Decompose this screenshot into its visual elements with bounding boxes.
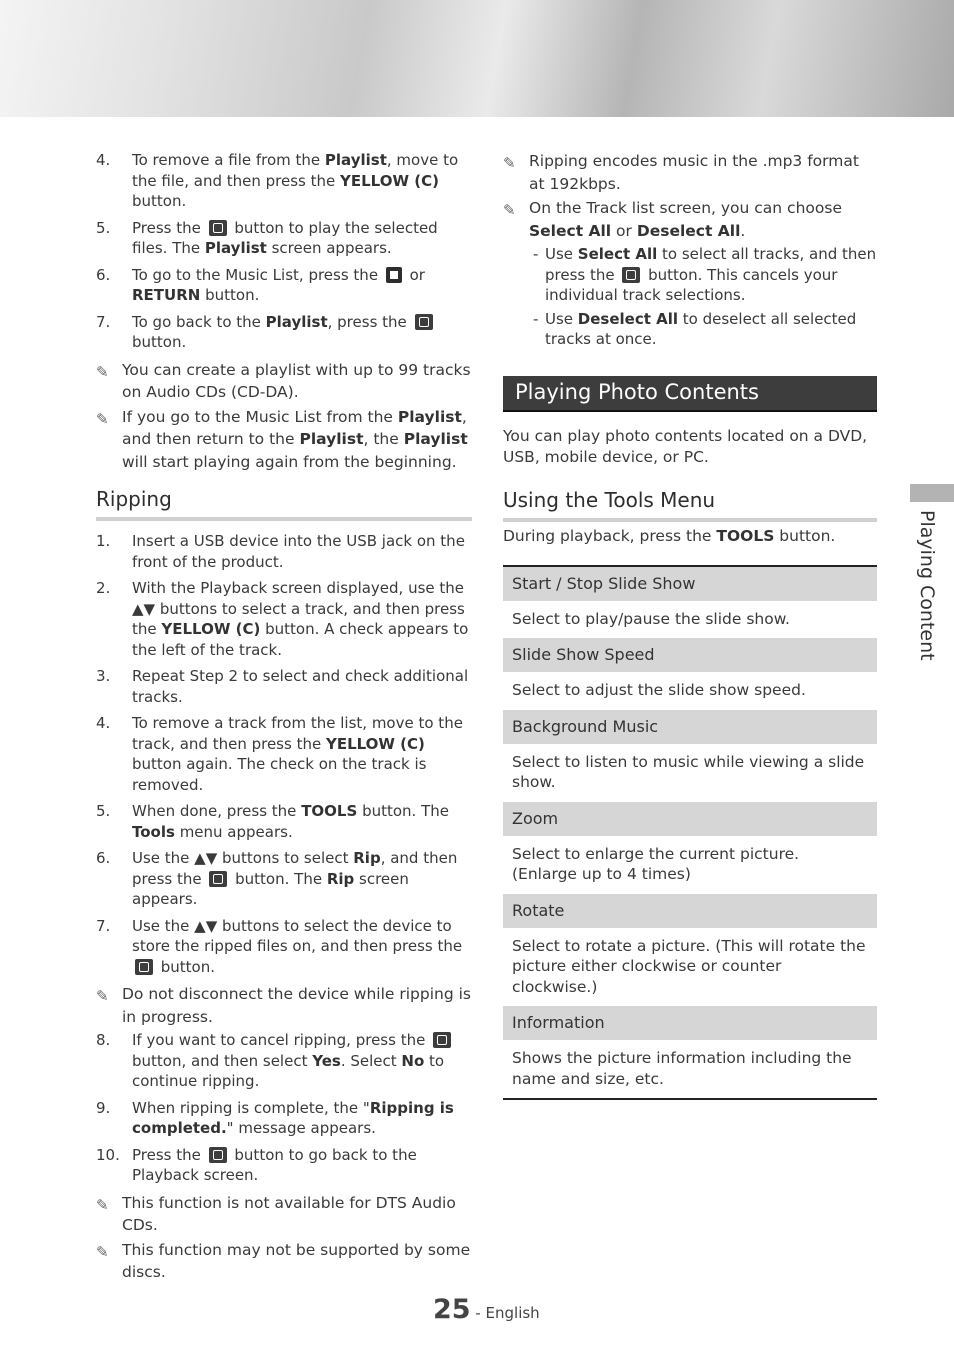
note-item	[96, 1192, 472, 1237]
pencil-note-icon: ✎	[503, 154, 516, 172]
body-text: Use the ▲▼ buttons to select	[132, 849, 354, 867]
notes-list-c	[96, 1192, 472, 1284]
enter-button-icon	[135, 959, 153, 975]
step-number: 6.	[96, 265, 111, 284]
step-number: 4.	[96, 714, 111, 732]
step-number: 4.	[96, 151, 111, 169]
page-number: 25	[433, 1294, 471, 1325]
body-text: When ripping is complete, the "	[132, 1098, 370, 1117]
list-item	[96, 312, 472, 353]
body-text: or	[404, 265, 425, 284]
body-text: to select all tracks, and then press the	[545, 245, 877, 284]
body-text: button. A check appears to the left of the track.	[132, 620, 469, 659]
header-banner	[0, 0, 954, 117]
emphasis-text: Playlist	[265, 312, 328, 331]
step-number: 7.	[96, 312, 111, 331]
body-text: To remove a file from the	[132, 151, 325, 169]
emphasis-text: YELLOW (C)	[340, 171, 439, 190]
body-text: button.	[774, 526, 836, 545]
side-tab-label	[910, 510, 938, 660]
steps-list-a	[96, 150, 472, 353]
emphasis-text: TOOLS	[716, 526, 775, 545]
sub-bullet-item	[529, 309, 877, 350]
list-item	[96, 916, 472, 978]
table-row-title: Information	[503, 1006, 877, 1040]
pencil-note-icon: ✎	[96, 409, 109, 428]
note-item	[96, 983, 472, 1028]
body-text: During playback, press the	[503, 526, 717, 545]
emphasis-text: Deselect All	[577, 309, 679, 328]
list-item	[96, 666, 472, 707]
body-text: You can create a playlist with up to 99 tracks on Audio CDs (CD-DA).	[122, 360, 471, 401]
pencil-note-icon: ✎	[503, 201, 516, 219]
body-text: " message appears.	[226, 1119, 376, 1137]
note-item	[503, 150, 877, 195]
list-item	[96, 218, 472, 259]
body-text: Use the ▲▼ buttons to select the device to store the ripped files on, and then press the	[132, 916, 463, 955]
dash-bullet: -	[533, 309, 539, 328]
body-text: button to play the selected files. The	[132, 218, 438, 257]
body-text: button.	[132, 192, 187, 210]
side-tab-text: Playing Content	[916, 510, 938, 661]
body-text: Use	[545, 245, 578, 263]
body-text: If you want to cancel ripping, press the	[132, 1031, 431, 1049]
step-number: 2.	[96, 579, 111, 597]
body-text: button, and then select	[132, 1051, 313, 1070]
list-item	[96, 1030, 472, 1092]
body-text: Insert a USB device into the USB jack on the front of the product.	[132, 532, 465, 571]
step-number: 10.	[96, 1145, 120, 1164]
body-text: button again. The check on the track is removed.	[132, 755, 427, 794]
body-text: , press the	[327, 312, 412, 331]
body-text: will start playing again from the beginning.	[122, 452, 457, 471]
list-item	[96, 578, 472, 660]
table-row-description: Select to play/pause the slide show.	[512, 609, 790, 628]
enter-button-icon	[209, 220, 227, 236]
body-text: With the Playback screen displayed, use the ▲▼ buttons to select a track, and then press the	[132, 579, 465, 638]
dash-bullet: -	[533, 245, 539, 263]
emphasis-text: Playlist	[204, 239, 267, 257]
step-number: 3.	[96, 667, 111, 685]
body-text: screen appears.	[266, 239, 392, 257]
body-text: menu appears.	[174, 822, 293, 841]
body-text: Repeat Step 2 to select and check additional tracks.	[132, 667, 469, 706]
enter-button-icon	[622, 267, 640, 283]
step-number: 8.	[96, 1031, 111, 1049]
body-text: . Select	[340, 1051, 402, 1070]
body-text: button. The	[357, 802, 449, 820]
emphasis-text: Playlist	[397, 407, 462, 426]
note-item	[96, 406, 472, 474]
note-item	[96, 359, 472, 404]
list-item	[96, 1145, 472, 1186]
pencil-note-icon: ✎	[96, 1195, 109, 1214]
body-text: To go to the Music List, press the	[132, 265, 383, 284]
body-text: To remove a track from the list, move to the track, and then press the	[132, 714, 463, 753]
body-text: button.	[200, 286, 260, 304]
note-item	[503, 197, 877, 242]
table-row-title: Zoom	[503, 802, 877, 836]
footer-language: - English	[470, 1304, 540, 1322]
list-item	[96, 1098, 472, 1139]
section-intro: You can play photo contents located on a DVD, USB, mobile device, or PC.	[503, 426, 868, 466]
notes-list-b	[96, 983, 472, 1028]
body-text: to continue ripping.	[132, 1051, 445, 1090]
enter-button-icon	[433, 1032, 451, 1048]
emphasis-text: Ripping is completed.	[132, 1098, 454, 1137]
table-row-title: Rotate	[503, 894, 877, 928]
body-text: , the	[363, 430, 404, 448]
emphasis-text: Tools	[132, 822, 175, 841]
emphasis-text: Rip	[353, 849, 381, 867]
enter-button-icon	[209, 871, 227, 887]
step-number: 5.	[96, 802, 111, 820]
body-text: Do not disconnect the device while ripping is in progress.	[122, 985, 472, 1026]
pencil-note-icon: ✎	[96, 987, 109, 1005]
sub-bullets	[503, 244, 877, 350]
emphasis-text: Playlist	[403, 430, 468, 448]
ripping-heading: Ripping	[96, 487, 472, 521]
emphasis-text: Select All	[529, 221, 612, 240]
step-number: 1.	[96, 532, 111, 550]
left-column	[96, 150, 472, 1286]
emphasis-text: TOOLS	[301, 802, 358, 820]
table-row-description: Select to listen to music while viewing a slide show.	[512, 752, 865, 791]
list-item	[96, 150, 472, 212]
side-tab-marker	[910, 484, 954, 502]
emphasis-text: Playlist	[324, 151, 387, 169]
steps-list-c	[96, 1030, 472, 1186]
table-row-description: Select to enlarge the current picture. (Enlarge up to 4 times)	[512, 844, 800, 883]
emphasis-text: Yes	[312, 1051, 341, 1070]
steps-list-b	[96, 531, 472, 977]
emphasis-text: RETURN	[132, 286, 201, 304]
pencil-note-icon: ✎	[96, 1242, 109, 1261]
body-text: Use	[545, 309, 578, 328]
body-text: When done, press the	[132, 802, 302, 820]
body-text: To go back to the	[132, 312, 266, 331]
notes-list-right	[503, 150, 877, 242]
body-text: Ripping encodes music in the .mp3 format at 192kbps.	[529, 152, 859, 193]
sub-bullet-item	[529, 244, 877, 306]
table-row-title: Start / Stop Slide Show	[503, 567, 877, 601]
step-number: 9.	[96, 1098, 111, 1117]
table-row-description: Select to rotate a picture. (This will rotate the picture either clockwise or counter clockwise.)	[512, 936, 866, 996]
stop-button-icon	[386, 267, 402, 283]
step-number: 6.	[96, 849, 111, 867]
tools-table	[503, 565, 877, 1101]
body-text: to deselect all selected tracks at once.	[545, 309, 857, 348]
body-text: This function may not be supported by some discs.	[122, 1240, 471, 1281]
list-item	[96, 265, 472, 306]
emphasis-text: Select All	[577, 245, 658, 263]
body-text: This function is not available for DTS Audio CDs.	[122, 1193, 456, 1234]
page-footer	[433, 1294, 540, 1325]
section-title: Playing Photo Contents	[503, 376, 877, 412]
body-text: On the Track list screen, you can choose	[529, 199, 842, 217]
enter-button-icon	[415, 314, 433, 330]
emphasis-text: YELLOW (C)	[161, 620, 261, 638]
body-text: .	[740, 221, 746, 240]
table-row-description: Shows the picture information including the name and size, etc.	[512, 1049, 852, 1088]
table-row-description: Select to adjust the slide show speed.	[512, 681, 806, 699]
notes-list-a	[96, 359, 472, 474]
body-text: button.	[132, 333, 187, 351]
table-row-title: Background Music	[503, 710, 877, 744]
emphasis-text: No	[401, 1051, 425, 1070]
body-text: button. This cancels your individual track selections.	[545, 265, 838, 304]
step-number: 5.	[96, 218, 111, 237]
emphasis-text: YELLOW (C)	[325, 734, 425, 753]
body-text: button. The	[230, 869, 327, 888]
body-text: screen appears.	[132, 869, 409, 908]
enter-button-icon	[209, 1147, 227, 1163]
body-text: button.	[156, 957, 216, 976]
body-text: or	[611, 221, 637, 240]
emphasis-text: Deselect All	[636, 221, 741, 240]
body-text: button to go back to the Playback screen.	[132, 1145, 417, 1184]
right-column	[503, 150, 877, 1100]
note-item	[96, 1239, 472, 1284]
body-text: If you go to the Music List from the	[122, 407, 398, 426]
tools-intro	[503, 526, 877, 547]
step-number: 7.	[96, 916, 111, 935]
pencil-note-icon: ✎	[96, 362, 109, 381]
body-text: Press the	[132, 218, 206, 237]
list-item	[96, 713, 472, 795]
body-text: , and then press the	[132, 849, 458, 888]
list-item	[96, 531, 472, 572]
emphasis-text: Playlist	[299, 430, 364, 448]
body-text: , and then return to the	[122, 407, 467, 448]
table-row-title: Slide Show Speed	[503, 638, 877, 672]
body-text: Press the	[132, 1145, 206, 1164]
list-item	[96, 801, 472, 842]
body-text: , move to the file, and then press the	[132, 151, 459, 190]
list-item	[96, 848, 472, 910]
emphasis-text: Rip	[326, 869, 355, 888]
tools-heading: Using the Tools Menu	[503, 488, 877, 522]
